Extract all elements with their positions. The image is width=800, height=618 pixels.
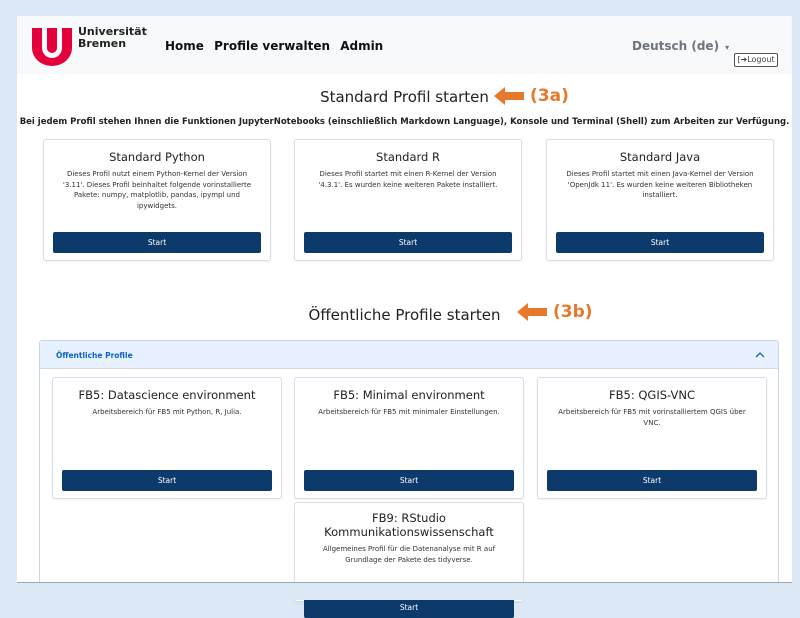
profile-card-fb5-qgis-vnc <box>537 377 767 499</box>
logout-icon: [➜ <box>737 55 748 64</box>
standard-heading <box>17 88 792 106</box>
chevron-down-icon: ▾ <box>725 43 730 52</box>
logo-line-1: Universität <box>78 25 147 38</box>
profile-card-standard-python <box>43 139 271 261</box>
standard-subtitle: Bei jedem Profil stehen Ihnen die Funktionen JupyterNotebooks (einschließlich Markdown Language), Konsole und Terminal (Shell) zum Arbeiten zur Verfügung. <box>19 117 790 127</box>
university-logo-icon[interactable] <box>30 26 74 66</box>
viewport-bottom-edge <box>17 582 792 600</box>
profile-card-standard-r <box>294 139 522 261</box>
logout-button[interactable] <box>734 53 778 67</box>
profile-card-fb5-datascience <box>52 377 282 499</box>
annotation-3a <box>494 86 569 106</box>
start-button-fb9-rstudio[interactable]: Start <box>304 597 514 618</box>
accordion-header[interactable] <box>40 341 778 369</box>
annotation-3b <box>517 302 593 322</box>
arrow-left-icon <box>494 87 524 105</box>
logo-text <box>78 26 147 50</box>
browser-viewport <box>17 16 792 612</box>
card-title: FB5: Datascience environment <box>78 388 256 402</box>
logout-label: Logout <box>747 55 775 64</box>
card-description: Arbeitsbereich für FB5 mit Python, R, Julia. <box>92 408 242 416</box>
chevron-up-icon <box>754 349 766 361</box>
card-description: Arbeitsbereich für FB5 mit minimaler Einstellungen. <box>318 408 500 416</box>
nav-profile-verwalten[interactable]: Profile verwalten <box>214 39 330 53</box>
card-description: Dieses Profil nutzt einem Python-Kernel der Version '3.11'. Dieses Profil beinhaltet folgende vorinstallierte Pakete: numpy, matplotlib, pandas, ipympl und ipywidgets. <box>62 170 252 210</box>
card-description: Allgemeines Profil für die Datenanalyse mit R auf Grundlage der Pakete des tidyverse. <box>322 545 496 564</box>
card-title: Standard Python <box>109 150 205 164</box>
start-button-standard-python[interactable]: Start <box>53 232 261 253</box>
start-button-fb5-qgis-vnc[interactable]: Start <box>547 470 757 491</box>
arrow-left-icon <box>517 303 547 321</box>
annotation-3b-label: (3b) <box>553 302 593 322</box>
logo-line-2: Bremen <box>78 37 127 50</box>
public-heading-text: Öffentliche Profile starten <box>308 306 501 324</box>
standard-heading-text: Standard Profil starten <box>320 88 489 106</box>
language-label: Deutsch (de) <box>632 39 720 53</box>
start-button-fb5-minimal[interactable]: Start <box>304 470 514 491</box>
start-button-standard-java[interactable]: Start <box>556 232 764 253</box>
start-button-fb5-datascience[interactable]: Start <box>62 470 272 491</box>
card-title: FB5: Minimal environment <box>333 388 485 402</box>
card-description: Dieses Profil startet mit einen R-Kernel der Version '4.3.1'. Es wurden keine weiteren Pakete installiert. <box>318 170 498 189</box>
card-title: Standard R <box>376 150 440 164</box>
card-description: Arbeitsbereich für FB5 mit vorinstalliertem QGIS über VNC. <box>558 408 746 427</box>
card-description: Dieses Profil startet mit einen Java-Kernel der Version 'OpenJdk 11'. Es wurden keine weiteren Bibliotheken installiert. <box>566 170 754 199</box>
profile-card-fb5-minimal <box>294 377 524 499</box>
start-button-standard-r[interactable]: Start <box>304 232 512 253</box>
language-dropdown[interactable] <box>632 39 729 53</box>
card-title: Standard Java <box>619 150 701 164</box>
accordion-title: Öffentliche Profile <box>56 351 133 360</box>
nav-admin[interactable]: Admin <box>340 39 384 53</box>
main-nav <box>165 39 389 53</box>
annotation-3a-label: (3a) <box>530 86 569 106</box>
navbar <box>17 16 792 74</box>
nav-home[interactable]: Home <box>165 39 204 53</box>
public-heading <box>17 306 792 324</box>
card-title: FB5: QGIS-VNC <box>609 388 695 402</box>
profile-card-standard-java <box>546 139 774 261</box>
card-title: FB9: RStudio Kommunikationswissenschaft <box>324 511 494 539</box>
